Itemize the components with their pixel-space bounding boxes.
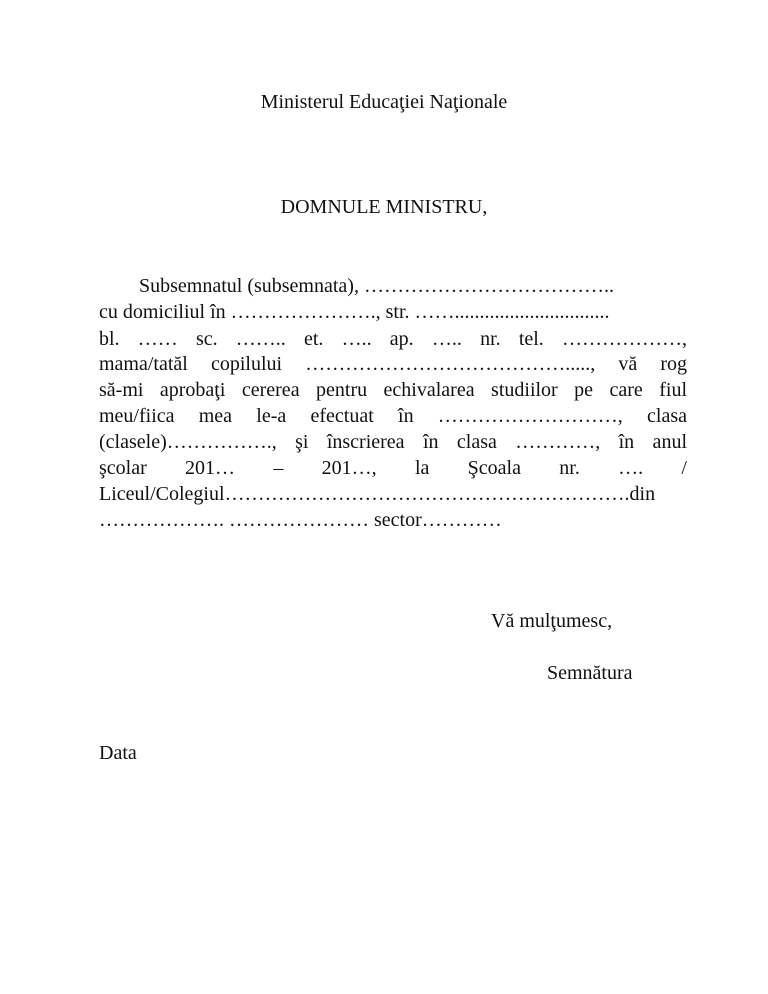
body-line-9: Liceul/Colegiul…………………………………………………….din: [99, 483, 656, 505]
body-line-4: mama/tatăl copilului …………………………………....., vă rog: [99, 353, 687, 375]
date-label: Data: [99, 742, 137, 764]
closing-thanks: Vă mulţumesc,: [491, 610, 613, 632]
salutation: DOMNULE MINISTRU,: [280, 196, 488, 218]
signature-label: Semnătura: [547, 662, 633, 684]
ministry-heading: Ministerul Educaţiei Naţionale: [260, 91, 508, 113]
body-line-3: bl. …… sc. …….. et. ….. ap. ….. nr. tel. ………………,: [99, 328, 687, 350]
body-line-7: (clasele)……………., şi înscrierea în clasa …………, în anul: [99, 431, 687, 453]
body-line-10: ………………. ………………… sector…………: [99, 509, 502, 531]
body-line-6: meu/fiica mea le-a efectuat în ………………………, clasa: [99, 405, 687, 427]
body-line-5: să-mi aprobaţi cererea pentru echivalarea studiilor pe care fiul: [99, 379, 687, 401]
body-line-1: Subsemnatul (subsemnata), ………………………………..: [99, 275, 614, 297]
body-line-2: cu domiciliul în …………………., str. ……...............................: [99, 301, 610, 323]
body-line-8: şcolar 201… – 201…, la Şcoala nr. …. /: [99, 457, 687, 479]
